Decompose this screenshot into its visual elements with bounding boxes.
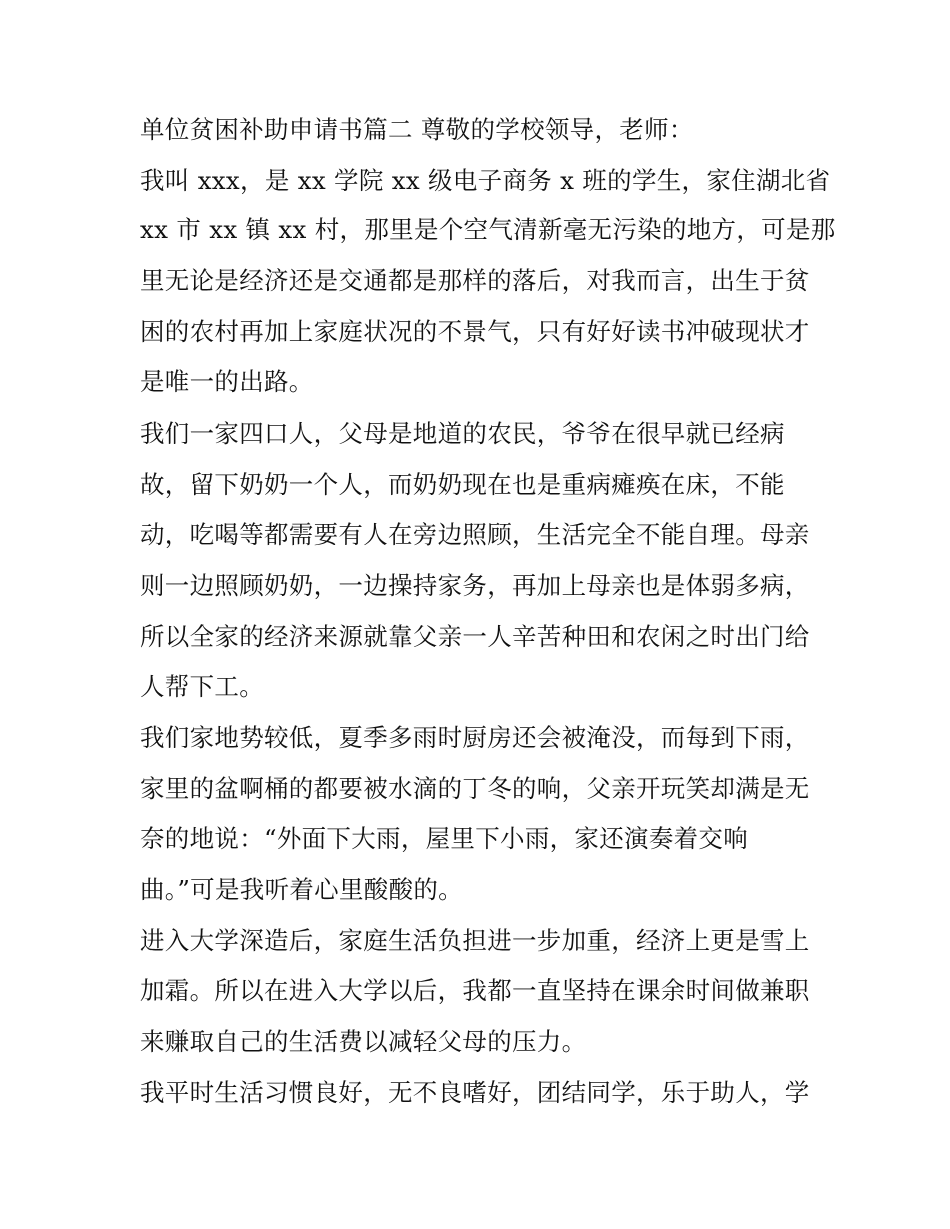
text-line: 动，吃喝等都需要有人在旁边照顾，生活完全不能自理。母亲: [140, 520, 810, 549]
text-line: 故，留下奶奶一个人，而奶奶现在也是重病瘫痪在床，不能: [140, 470, 785, 499]
text-line: xx 市 xx 镇 xx 村，那里是个空气清新毫无污染的地方，可是那: [140, 215, 836, 244]
text-line: 来赚取自己的生活费以减轻父母的压力。: [140, 1027, 587, 1056]
text-line: 人帮下工。: [140, 672, 264, 701]
text-line: 加霜。所以在进入大学以后，我都一直坚持在课余时间做兼职: [140, 976, 810, 1005]
text-line: 所以全家的经济来源就靠父亲一人辛苦种田和农闲之时出门给: [140, 622, 810, 651]
text-line: 我叫 xxx，是 xx 学院 xx 级电子商务 x 班的学生，家住湖北省: [140, 166, 831, 195]
text-line: 奈的地说：“外面下大雨，屋里下小雨，家还演奏着交响: [140, 824, 749, 853]
text-line: 曲。”可是我听着心里酸酸的。: [140, 875, 463, 904]
text-line: 我们一家四口人，父母是地道的农民，爷爷在很早就已经病: [140, 419, 785, 448]
text-line: 我们家地势较低，夏季多雨时厨房还会被淹没，而每到下雨，: [140, 723, 810, 752]
text-line: 我平时生活习惯良好，无不良嗜好，团结同学，乐于助人，学: [140, 1078, 810, 1107]
text-line: 是唯一的出路。: [140, 367, 314, 396]
text-line: 家里的盆啊桶的都要被水滴的丁冬的响，父亲开玩笑却满是无: [140, 774, 810, 803]
text-line: 进入大学深造后，家庭生活负担进一步加重，经济上更是雪上: [140, 926, 810, 955]
text-line: 里无论是经济还是交通都是那样的落后，对我而言，出生于贫: [140, 266, 810, 295]
text-line: 困的农村再加上家庭状况的不景气，只有好好读书冲破现状才: [140, 317, 810, 346]
text-line: 则一边照顾奶奶，一边操持家务，再加上母亲也是体弱多病，: [140, 571, 810, 600]
text-line: 单位贫困补助申请书篇二 尊敬的学校领导，老师：: [140, 115, 694, 144]
